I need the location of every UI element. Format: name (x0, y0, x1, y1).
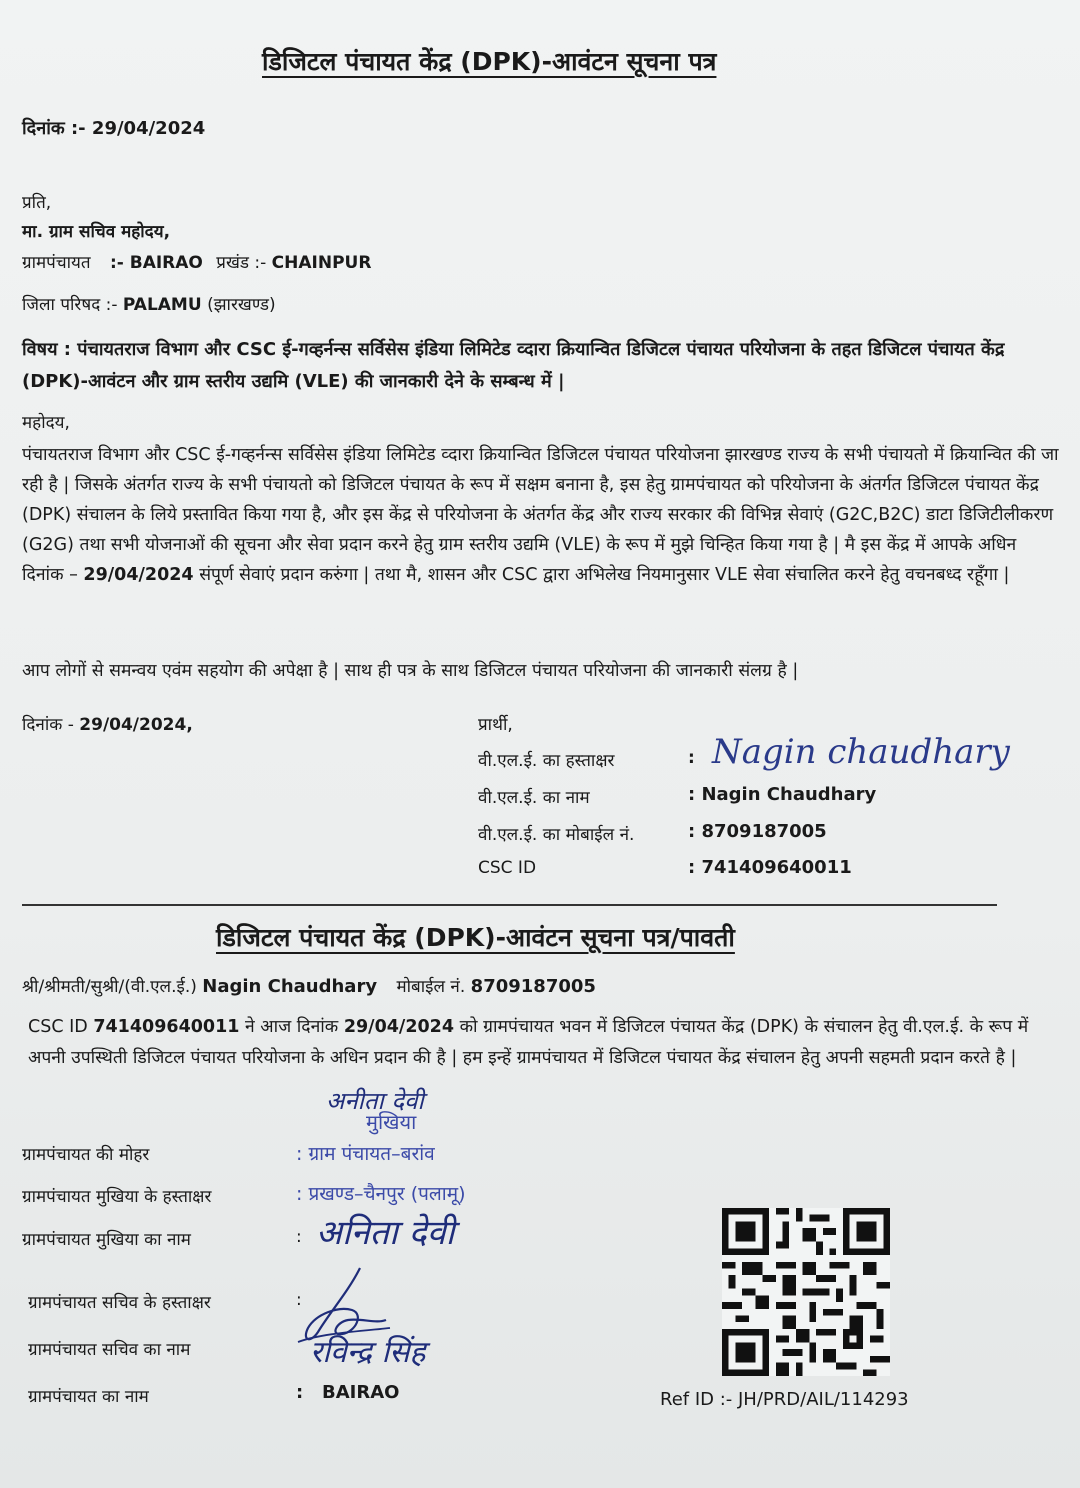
salutation: महोदय, (22, 413, 70, 433)
receipt-date: 29/04/2024 (343, 1017, 455, 1037)
mukhiya-name-label: ग्रामपंचायत मुखिया का नाम (22, 1230, 191, 1250)
ref-id: Ref ID :- JH/PRD/AIL/114293 (660, 1389, 909, 1410)
seal-stamp: : ग्राम पंचायत–बरांव (296, 1143, 435, 1165)
signing-date-value: 29/04/2024, (79, 715, 193, 735)
vle-mobile-label: वी.एल.ई. का मोबाईल नं. (478, 825, 635, 845)
receipt-vle-name: Nagin Chaudhary (202, 976, 378, 997)
mukhiya-stamp: मुखिया (366, 1110, 417, 1134)
vle-sign-colon: : (688, 748, 695, 768)
signing-date (22, 712, 193, 735)
body-p1-date: 29/04/2024 (83, 565, 194, 585)
gp-label: ग्रामपंचायत (22, 253, 91, 273)
sachiv-name-handwritten: रविन्द्र सिंह (310, 1335, 426, 1370)
letter-title: डिजिटल पंचायत केंद्र (DPK)-आवंटन सूचना पत्र (262, 47, 717, 76)
to-label: प्रति, (22, 193, 52, 213)
gp-value: :- BAIRAO (109, 253, 203, 273)
receipt-mobile-label: मोबाईल नं. (396, 977, 466, 997)
block-label: प्रखंड :- (216, 253, 267, 273)
mukhiya-handwritten-name: अनीता देवी (326, 1087, 424, 1115)
vle-signature: Nagin chaudhary (712, 732, 1010, 772)
vle-name-label: वी.एल.ई. का नाम (478, 788, 590, 808)
gp-name-label: ग्रामपंचायत का नाम (28, 1387, 149, 1407)
recipient: मा. ग्राम सचिव महोदय, (22, 222, 171, 242)
body-paragraph-1 (22, 440, 1062, 590)
gp-name-value: : BAIRAO (296, 1382, 400, 1403)
block-value: CHAINPUR (271, 253, 372, 273)
receipt-mid: ने आज दिनांक (245, 1017, 339, 1037)
receipt-csc: 741409640011 (93, 1017, 240, 1037)
mukhiya-sign-label: ग्रामपंचायत मुखिया के हस्ताक्षर (22, 1187, 212, 1207)
body-paragraph-2: आप लोगों से समन्वय एवंम सहयोग की अपेक्षा है | साथ ही पत्र के साथ डिजिटल पंचायत परियोजना की जानकारी संलग्र है | (22, 661, 799, 681)
district-value: PALAMU (122, 295, 202, 315)
receipt-title: डिजिटल पंचायत केंद्र (DPK)-आवंटन सूचना पत्र/पावती (216, 923, 735, 952)
section-divider (22, 904, 997, 906)
date-label: दिनांक :- (22, 118, 86, 139)
mukhiya-name-handwritten: अनिता देवी (316, 1213, 455, 1253)
vle-mobile-value: : 8709187005 (688, 821, 827, 842)
seal-label: ग्रामपंचायत की मोहर (22, 1145, 150, 1165)
receipt-line-1 (22, 974, 596, 997)
subject: विषय : पंचायतराज विभाग और CSC ई-गव्हर्नन्स सर्विसेस इंडिया लिमिटेड व्दारा क्रियान्वित डिजिटल पंचायत परियोजना के तहत डिजिटल पंचायत केंद्र (DPK)-आवंटन और ग्राम स्तरीय उद्यमि (VLE) की जानकारी देने के सम्बन्ध में | (22, 339, 1005, 392)
district-state: (झारखण्ड) (207, 295, 276, 315)
csc-id-label: CSC ID (478, 858, 537, 878)
vle-sign-label: वी.एल.ई. का हस्ताक्षर (478, 751, 615, 771)
district-label: जिला परिषद :- (22, 295, 118, 315)
body-p1-a: पंचायतराज विभाग और CSC ई-गव्हर्नन्स सर्विसेस इंडिया लिमिटेड व्दारा क्रियान्वित डिजिटल पंचायत परियोजना झारखण्ड राज्य के सभी पंचायतो में क्रियान्वित की जा रही है | जिसके अंतर्गत राज्य के सभी पंचायतो को डिजिटल पंचायत के रूप में सक्षम बनाना है, इस हेतु ग्रामपंचायत को परियोजना के अंतर्गत डिजिटल पंचायत केंद्र (DPK) संचालन के लिये प्रस्तावित किया गया है, और इस केंद्र से परियोजना के अंतर्गत केंद्र और राज्य सरकार की विभिन्न सेवाएं (G2C,B2C) डाटा डिजिटीलीकरण (G2G) तथा सभी योजनाओं की सूचना और सेवा प्रदान करने हेतु ग्राम स्तरीय उद्यमि (VLE) के रूप में मुझे चिन्हित किया गया है | मै इस केंद्र में आपके अधिन दिनांक – (22, 445, 1059, 585)
block-stamp: : प्रखण्ड–चैनपुर (पलामू) (296, 1183, 466, 1205)
sachiv-name-label: ग्रामपंचायत सचिव का नाम (28, 1340, 191, 1360)
receipt-mobile: 8709187005 (470, 976, 596, 997)
date-value: 29/04/2024 (91, 118, 206, 139)
csc-id-value: : 741409640011 (688, 857, 852, 878)
qr-code (722, 1208, 890, 1376)
district-line (22, 292, 276, 315)
vle-name-value: : Nagin Chaudhary (688, 784, 877, 805)
receipt-paragraph (28, 1012, 1058, 1074)
date-line (22, 116, 205, 140)
vle-honorific: श्री/श्रीमती/सुश्री/(वी.एल.ई.) (22, 977, 197, 997)
sachiv-sign-colon: : (296, 1290, 302, 1310)
receipt-csc-label: CSC ID (28, 1017, 88, 1037)
body-p1-b: संपूर्ण सेवाएं प्रदान करुंगा | तथा मै, शासन और CSC द्वारा अभिलेख नियमानुसार VLE सेवा संचालित करने हेतु वचनबध्द रहूँगा | (199, 565, 1010, 585)
receipt-rest: को ग्रामपंचायत भवन में डिजिटल पंचायत केंद्र (DPK) के संचालन हेतु वी.एल.ई. के रूप में अपनी उपस्थिती डिजिटल पंचायत परियोजना के अधिन प्रदान की है | हम इन्हें ग्रामपंचायत में डिजिटल पंचायत केंद्र संचालन हेतु अपनी सहमती प्रदान करते है | (28, 1017, 1029, 1068)
signing-date-label: दिनांक - (22, 715, 74, 735)
applicant-label: प्रार्थी, (478, 715, 513, 735)
mukhiya-name-colon: : (296, 1227, 302, 1247)
sachiv-sign-label: ग्रामपंचायत सचिव के हस्ताक्षर (28, 1293, 211, 1313)
gram-panchayat-line (22, 250, 371, 273)
